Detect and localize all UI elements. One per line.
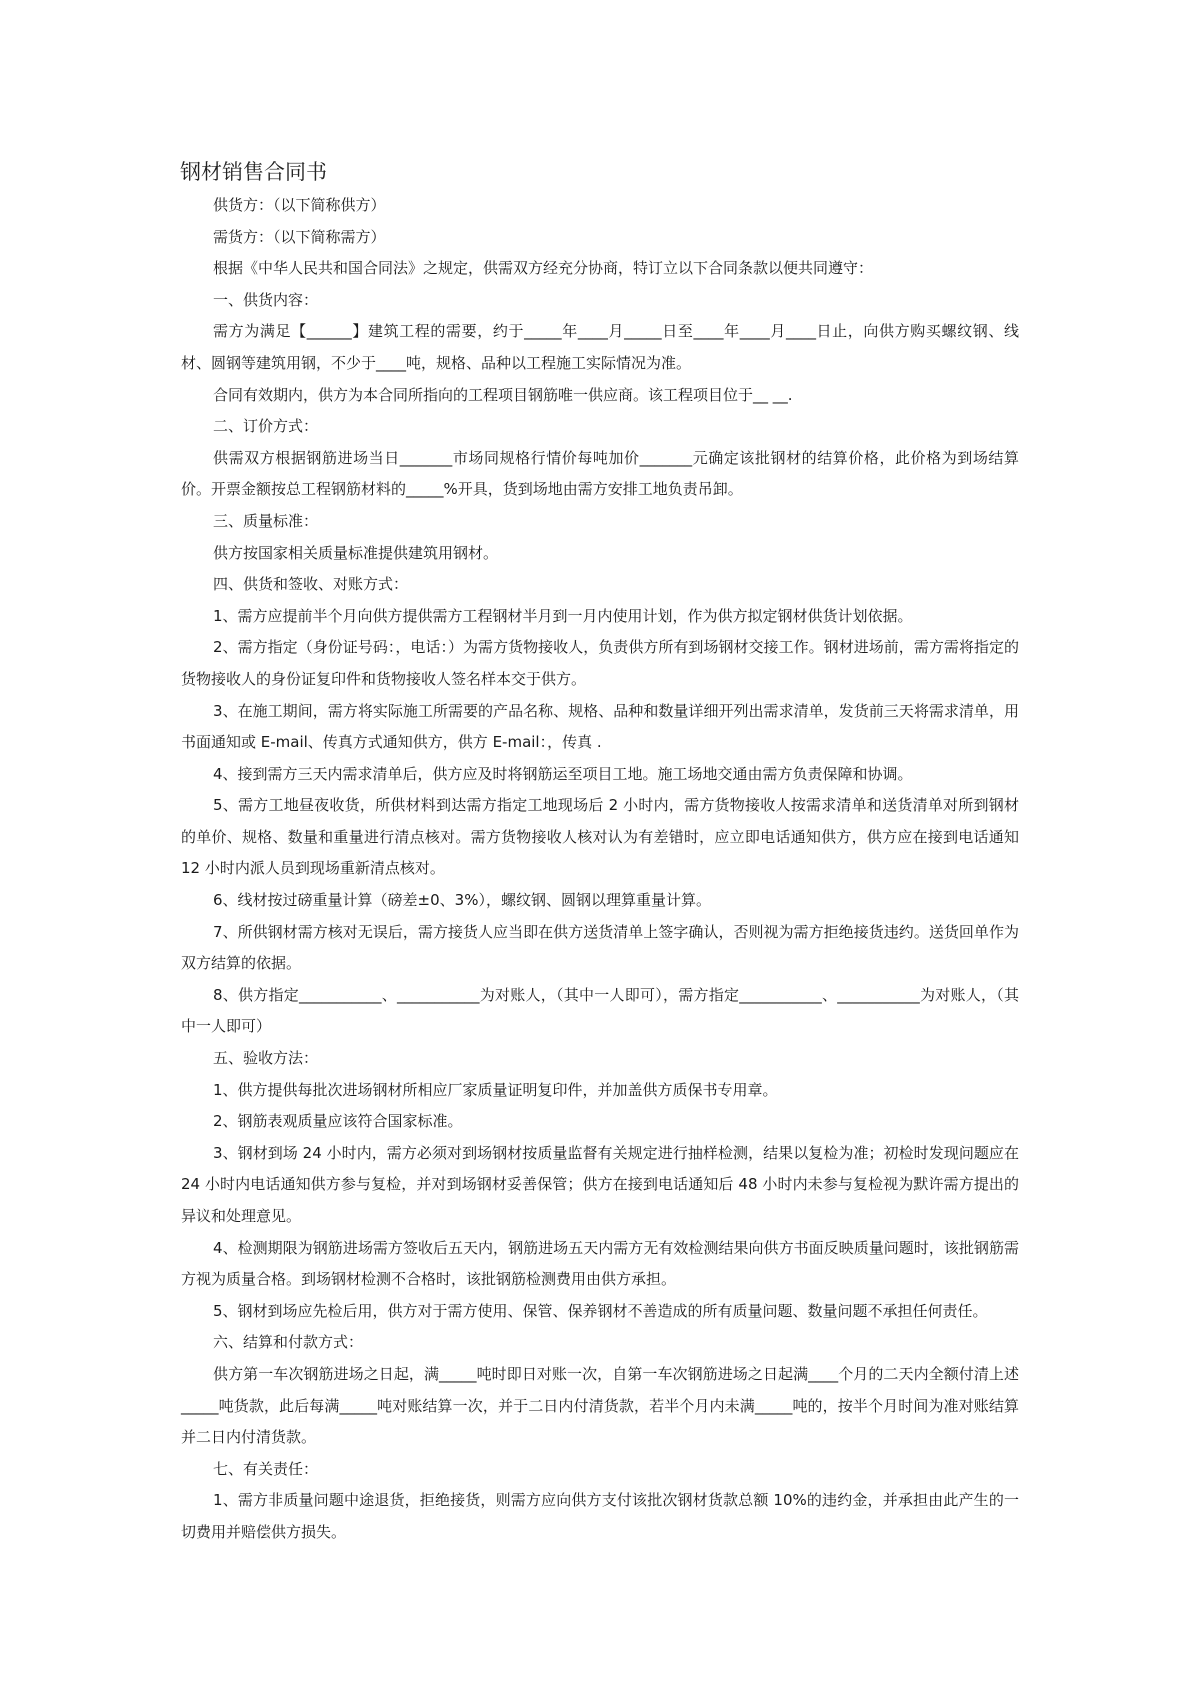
paragraph: 3、钢材到场 24 小时内，需方必须对到场钢材按质量监督有关规定进行抽样检测，结果以复检为准；初检时发现问题应在 24 小时内电话通知供方参与复检，并对到场钢材妥善保管；供方在接到电话通知后 48 小时内未参与复检视为默许需方提出的异议和处理意见。 [181,1143,1019,1225]
paragraph: 供货方：（以下简称供方） [213,196,386,214]
paragraph: 8、供方指定___________、___________为对账人，（其中一人即可），需方指定___________、___________为对账人，（其中一人即可） [181,985,1020,1036]
paragraph: 供需双方根据钢筋进场当日_______市场同规格行情价每吨加价_______元确定该批钢材的结算价格，此价格为到场结算价。开票金额按总工程钢筋材料的_____%开具，货到场地由需方安排工地负责吊卸。 [181,448,1019,499]
paragraph: 7、所供钢材需方核对无误后，需方接货人应当即在供方送货清单上签字确认，否则视为需方拒绝接货违约。送货回单作为双方结算的依据。 [181,922,1019,973]
contract-body [181,190,1019,1549]
section-heading: 七、有关责任： [213,1459,319,1478]
page-title: 钢材销售合同书 [180,160,327,184]
paragraph: 5、钢材到场应先检后用，供方对于需方使用、保管、保养钢材不善造成的所有质量问题、数量问题不承担任何责任。 [213,1301,988,1320]
paragraph: 3、在施工期间，需方将实际施工所需要的产品名称、规格、品种和数量详细开列出需求清单，发货前三天将需求清单，用书面通知或 E-mail、传真方式通知供方，供方 E-mail：，传真 . [181,701,1019,752]
paragraph: 需货方：（以下简称需方） [213,227,386,246]
paragraph: 2、需方指定（身份证号码：，电话：）为需方货物接收人，负责供方所有到场钢材交接工作。钢材进场前，需方需将指定的货物接收人的身份证复印件和货物接收人签名样本交于供方。 [181,638,1019,688]
section-heading: 五、验收方法： [213,1049,319,1068]
paragraph: 需方为满足【______】建筑工程的需要，约于_____年____月_____日至____年____月____日止，向供方购买螺纹钢、线材、圆钢等建筑用钢，不少于____吨，规格、品种以工程施工实际情况为准。 [181,322,1019,372]
paragraph: 供方第一车次钢筋进场之日起，满_____吨时即日对账一次，自第一车次钢筋进场之日起满____个月的二天内全额付清上述_____吨货款，此后每满_____吨对账结算一次，并于二日内付清货款，若半个月内未满_____吨的，按半个月时间为准对账结算并二日内付清货款。 [181,1364,1019,1447]
paragraph: 合同有效期内，供方为本合同所指向的工程项目钢筋唯一供应商。该工程项目位于__ __. [213,385,793,404]
paragraph: 1、供方提供每批次进场钢材所相应厂家质量证明复印件，并加盖供方质保书专用章。 [213,1080,778,1099]
section-heading: 三、质量标准： [213,511,319,530]
paragraph: 4、检测期限为钢筋进场需方签收后五天内，钢筋进场五天内需方无有效检测结果向供方书面反映质量问题时，该批钢筋需方视为质量合格。到场钢材检测不合格时，该批钢筋检测费用由供方承担。 [181,1238,1019,1289]
section-heading: 六、结算和付款方式： [213,1333,364,1352]
paragraph: 1、需方非质量问题中途退货，拒绝接货，则需方应向供方支付该批次钢材货款总额 10%的违约金，并承担由此产生的一切费用并赔偿供方损失。 [181,1491,1019,1541]
paragraph: 5、需方工地昼夜收货，所供材料到达需方指定工地现场后 2 小时内，需方货物接收人按需求清单和送货清单对所到钢材的单价、规格、数量和重量进行清点核对。需方货物接收人核对认为有差错时，应立即电话通知供方，供方应在接到电话通知 12 小时内派人员到现场重新清点核对。 [181,796,1019,878]
paragraph: 根据《中华人民共和国合同法》之规定，供需双方经充分协商，特订立以下合同条款以便共同遵守： [213,259,874,278]
paragraph: 1、需方应提前半个月向供方提供需方工程钢材半月到一月内使用计划，作为供方拟定钢材供货计划依据。 [213,606,913,625]
paragraph: 6、线材按过磅重量计算（磅差±0、3%），螺纹钢、圆钢以理算重量计算。 [213,891,711,910]
section-heading: 二、订价方式： [213,417,319,436]
section-heading: 一、供货内容： [213,290,319,309]
paragraph: 供方按国家相关质量标准提供建筑用钢材。 [213,543,499,562]
section-heading: 四、供货和签收、对账方式： [213,575,409,594]
paragraph: 4、接到需方三天内需求清单后，供方应及时将钢筋运至项目工地。施工场地交通由需方负责保障和协调。 [213,764,913,783]
paragraph: 2、钢筋表观质量应该符合国家标准。 [213,1112,463,1131]
